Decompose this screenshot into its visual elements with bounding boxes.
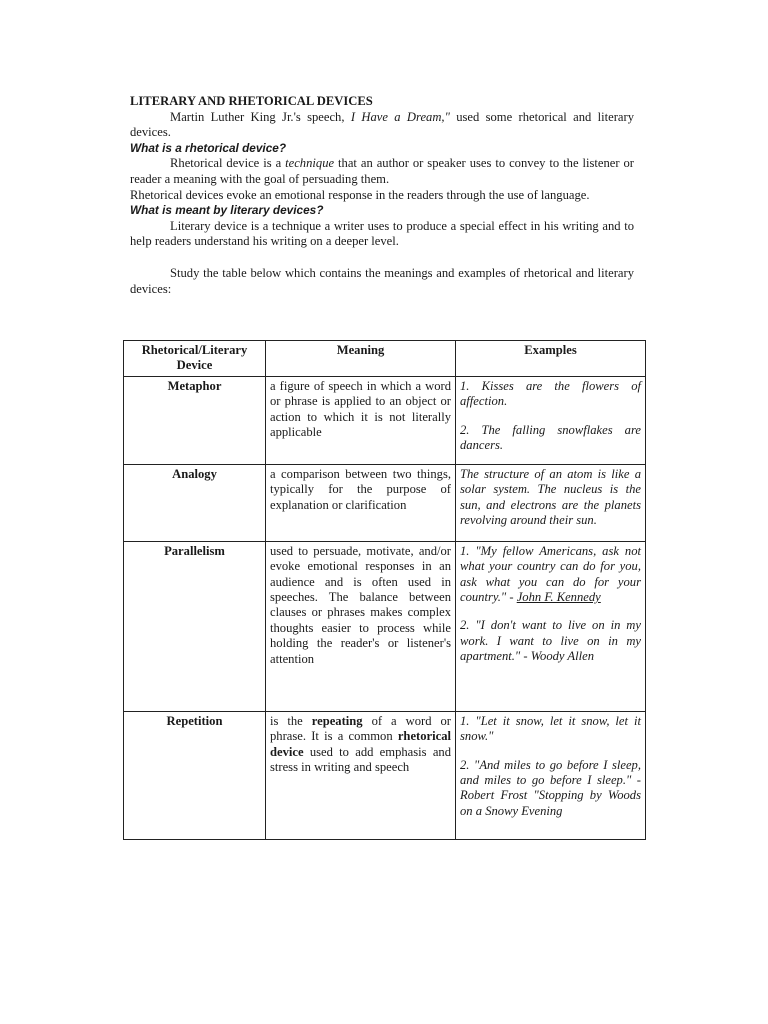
device-name: Repetition: [124, 711, 266, 839]
rhetorical-def-b: that an author or speaker uses to convey to the listener or reader a meaning with the goal of persuading them.: [130, 156, 635, 186]
table-row: [124, 464, 646, 541]
example-1: The structure of an atom is like a solar system. The nucleus is the sun, and electrons are the planets revolving around their sun.: [460, 466, 641, 528]
device-name: Parallelism: [124, 541, 266, 711]
example-2: 2. "I don't want to live on in my work. I want to live on in my apartment." - Woody Allen: [460, 618, 641, 664]
question-rhetorical: What is a rhetorical device?: [130, 140, 287, 155]
question-literary: What is meant by literary devices?: [130, 203, 324, 218]
literary-definition: Literary device is a technique a writer uses to produce a special effect in his writing and to help readers understand his writing on a deeper level.: [130, 218, 634, 249]
device-meaning: [266, 711, 456, 839]
example-1-author: John F. Kennedy: [516, 590, 601, 605]
devices-table: [123, 340, 646, 840]
intro-text-b: used some rhetorical and literary devices.: [130, 109, 634, 140]
device-examples: [456, 541, 646, 711]
device-meaning: a figure of speech in which a word or phrase is applied to an object or action to which it is not literally applicable: [266, 376, 456, 464]
table-header-row: [124, 341, 646, 377]
rhetorical-definition: [130, 156, 634, 187]
intro-paragraph: [130, 110, 634, 141]
meaning-bold-2: rhetorical device: [270, 729, 451, 759]
header-examples: Examples: [456, 341, 646, 377]
speech-title: I Have a Dream,": [350, 109, 450, 124]
table-row: [124, 711, 646, 839]
example-1: [460, 544, 641, 606]
device-name: Analogy: [124, 464, 266, 541]
intro-text-a: Martin Luther King Jr.'s speech,: [170, 109, 351, 124]
example-2: 2. The falling snowflakes are dancers.: [460, 422, 641, 453]
device-name: Metaphor: [124, 376, 266, 464]
table-row: [124, 376, 646, 464]
rhetorical-def-a: Rhetorical device is a: [170, 156, 286, 171]
device-examples: [456, 711, 646, 839]
meaning-bold-1: repeating: [311, 713, 363, 728]
meaning-a: is the: [270, 713, 312, 728]
device-meaning: a comparison between two things, typically for the purpose of explanation or clarification: [266, 464, 456, 541]
example-1: 1. Kisses are the flowers of affection.: [460, 378, 641, 409]
page-title: LITERARY AND RHETORICAL DEVICES: [130, 94, 373, 108]
header-meaning: Meaning: [266, 341, 456, 377]
header-device: Rhetorical/Literary Device: [124, 341, 266, 377]
device-examples: [456, 376, 646, 464]
example-1: 1. "Let it snow, let it snow, let it snow.": [460, 713, 641, 744]
meaning-d: used to add emphasis and stress in writing and speech: [270, 744, 451, 775]
meaning-c: of a word or phrase. It is a common: [270, 713, 451, 744]
device-examples: [456, 464, 646, 541]
rhetorical-def-emphasis: technique: [285, 156, 335, 171]
table-row: [124, 541, 646, 711]
device-meaning: used to persuade, motivate, and/or evoke emotional responses in an audience and is often used in speeches. The balance between clauses or phrases makes complex thoughts easier to process while holding the reader's or listener's attention: [266, 541, 456, 711]
rhetorical-effect: Rhetorical devices evoke an emotional response in the readers through the use of language.: [130, 187, 590, 202]
example-2: 2. "And miles to go before I sleep, and miles to go before I sleep." - Robert Frost "Stopping by Woods on a Snowy Evening: [460, 757, 641, 818]
example-1-quote: 1. "My fellow Americans, ask not what your country can do for you, ask what you can do for your country." -: [460, 543, 641, 605]
intro-section: [130, 94, 634, 297]
table-instruction: Study the table below which contains the meanings and examples of rhetorical and literary devices:: [130, 265, 634, 296]
